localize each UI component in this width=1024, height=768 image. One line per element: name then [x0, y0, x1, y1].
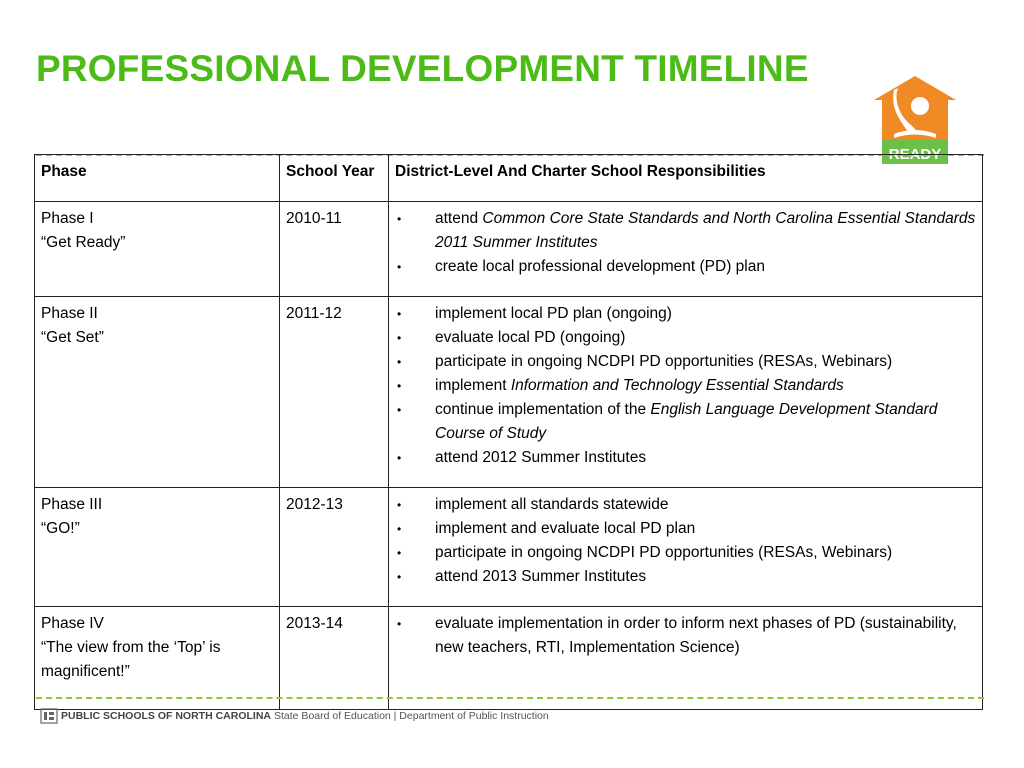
svg-text:READY: READY — [888, 146, 942, 163]
phase-cell — [35, 607, 280, 710]
phase-cell — [35, 202, 280, 297]
school-year-cell: 2010-11 — [280, 202, 389, 297]
list-item: • implement all standards statewide — [395, 493, 976, 517]
phase-name: Phase IV — [41, 615, 104, 632]
phase-cell — [35, 488, 280, 607]
responsibilities-cell — [389, 488, 983, 607]
page-title: PROFESSIONAL DEVELOPMENT TIMELINE — [36, 48, 809, 89]
header-responsibilities: District-Level And Charter School Responsibilities — [389, 155, 983, 202]
timeline-table — [34, 154, 983, 710]
list-item: • implement and evaluate local PD plan — [395, 517, 976, 541]
table-row — [35, 297, 983, 488]
list-item: • participate in ongoing NCDPI PD opportunities (RESAs, Webinars) — [395, 541, 976, 565]
school-year-cell: 2012-13 — [280, 488, 389, 607]
responsibilities-cell — [389, 202, 983, 297]
phase-cell — [35, 297, 280, 488]
list-item: • attend 2012 Summer Institutes — [395, 446, 976, 470]
list-item: • implement Information and Technology Essential Standards — [395, 374, 976, 398]
school-year-cell: 2013-14 — [280, 607, 389, 710]
responsibilities-cell — [389, 297, 983, 488]
header-school-year: School Year — [280, 155, 389, 202]
nc-seal-icon — [40, 708, 58, 724]
list-item: • create local professional development (PD) plan — [395, 255, 976, 279]
list-item: • attend Common Core State Standards and North Carolina Essential Standards 2011 Summer Institutes — [395, 207, 976, 255]
table-header-row — [35, 155, 983, 202]
list-item: • evaluate local PD (ongoing) — [395, 326, 976, 350]
phase-name: Phase I — [41, 210, 94, 227]
phase-name: Phase III — [41, 496, 103, 513]
table-row — [35, 488, 983, 607]
list-item: • implement local PD plan (ongoing) — [395, 302, 976, 326]
list-item: • attend 2013 Summer Institutes — [395, 565, 976, 589]
phase-nickname: “GO!” — [41, 520, 80, 537]
phase-nickname: “Get Ready” — [41, 234, 126, 251]
footer-department: State Board of Education | Department of Public Instruction — [274, 710, 549, 722]
header-phase: Phase — [35, 155, 280, 202]
list-item: • evaluate implementation in order to inform next phases of PD (sustainability, new teachers, RTI, Implementation Science) — [395, 612, 976, 660]
school-year-cell: 2011-12 — [280, 297, 389, 488]
responsibilities-cell — [389, 607, 983, 710]
bottom-dashed-divider — [36, 697, 984, 699]
list-item: • participate in ongoing NCDPI PD opportunities (RESAs, Webinars) — [395, 350, 976, 374]
footer — [40, 708, 549, 724]
table-row — [35, 607, 983, 710]
ready-logo-icon — [872, 74, 958, 166]
phase-nickname: “The view from the ‘Top’ is magnificent!” — [41, 639, 221, 680]
phase-nickname: “Get Set” — [41, 329, 104, 346]
footer-org: PUBLIC SCHOOLS OF NORTH CAROLINA — [61, 710, 271, 722]
list-item: • continue implementation of the English Language Development Standard Course of Study — [395, 398, 976, 446]
phase-name: Phase II — [41, 305, 98, 322]
table-row — [35, 202, 983, 297]
